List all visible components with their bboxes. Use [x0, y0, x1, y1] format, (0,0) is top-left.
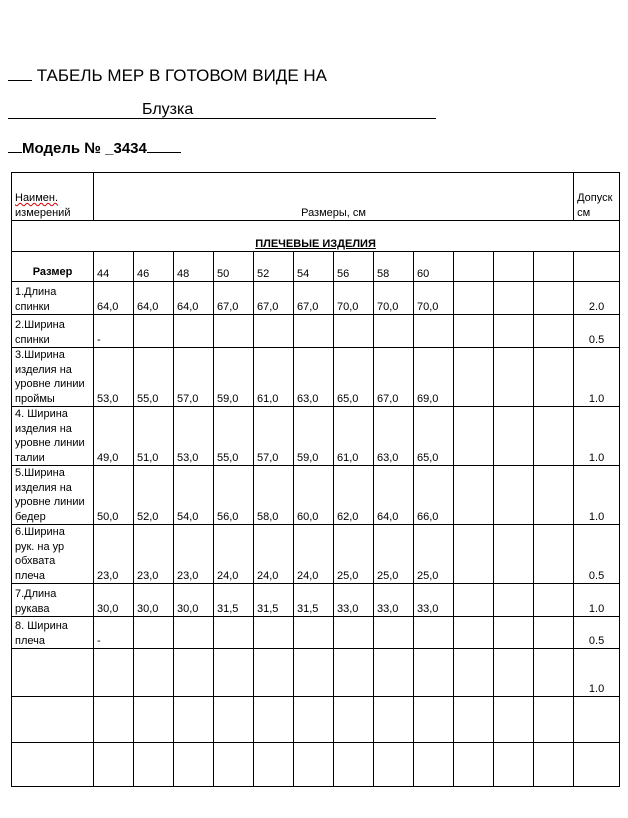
measure-value-cell — [454, 743, 494, 787]
model-line — [8, 137, 181, 157]
measure-value-cell — [414, 315, 454, 348]
doc-title-text: ТАБЕЛЬ МЕР В ГОТОВОМ ВИДЕ НА — [36, 66, 327, 85]
measure-value-cell — [534, 282, 574, 315]
measure-name-cell — [12, 466, 94, 525]
tolerance-cell — [574, 743, 620, 787]
measure-value-cell — [494, 407, 534, 466]
measure-value-cell — [454, 466, 494, 525]
measure-value-cell — [454, 649, 494, 697]
measure-value-cell — [454, 348, 494, 407]
measure-value-cell: 30,0 — [174, 584, 214, 617]
measure-value-cell: 33,0 — [374, 584, 414, 617]
size-label: Размер — [32, 265, 73, 278]
measure-value-cell: 53,0 — [94, 348, 134, 407]
measure-value-cell: 24,0 — [214, 525, 254, 584]
measure-name-line: 1.Длина — [15, 286, 57, 298]
measure-value-cell — [494, 584, 534, 617]
measure-value-cell — [454, 282, 494, 315]
measure-row — [12, 348, 620, 407]
measure-value-cell: 64,0 — [174, 282, 214, 315]
measure-value-cell — [334, 617, 374, 649]
measure-name-line: уровне линии — [15, 496, 85, 508]
measure-name-line: 4. Ширина — [15, 408, 68, 420]
measure-value-cell — [534, 743, 574, 787]
measure-value-cell — [534, 466, 574, 525]
measure-value-cell — [334, 649, 374, 697]
section-cell — [12, 221, 620, 252]
measure-name-cell — [12, 282, 94, 315]
header-tolerance-1: Допуск — [577, 192, 613, 204]
measure-value-cell — [294, 697, 334, 743]
measure-value-cell — [454, 617, 494, 649]
measure-name-cell — [12, 525, 94, 584]
measure-name-line: спинки — [15, 300, 50, 313]
measure-value-cell: 67,0 — [294, 282, 334, 315]
measure-value-cell — [334, 315, 374, 348]
size-cell: 58 — [374, 252, 414, 282]
measure-name-line: рук. на ур — [15, 540, 65, 553]
measure-value-cell: 52,0 — [134, 466, 174, 525]
garment-name: Блузка — [142, 101, 194, 118]
measure-value-cell: 61,0 — [334, 407, 374, 466]
model-number: Модель № _3434 — [22, 140, 147, 157]
measure-value-cell — [534, 348, 574, 407]
measure-name-line: изделия на — [15, 422, 72, 435]
measure-value-cell — [534, 697, 574, 743]
measure-row — [12, 649, 620, 697]
measure-value-cell — [134, 697, 174, 743]
measure-value-cell — [174, 315, 214, 348]
header-sizes-cell — [94, 173, 574, 221]
measure-row — [12, 282, 620, 315]
measure-name-cell — [12, 649, 94, 697]
measure-name-line: 6.Ширина — [15, 526, 65, 538]
measure-name-cell — [12, 743, 94, 787]
measure-value-cell: 51,0 — [134, 407, 174, 466]
measure-value-cell — [494, 282, 534, 315]
measure-value-cell: 67,0 — [374, 348, 414, 407]
measure-value-cell — [254, 617, 294, 649]
measure-value-cell — [414, 697, 454, 743]
measure-value-cell — [534, 407, 574, 466]
size-cell: 56 — [334, 252, 374, 282]
measure-value-cell: 23,0 — [174, 525, 214, 584]
measure-value-cell — [494, 697, 534, 743]
size-row — [12, 252, 620, 282]
measure-name-cell — [12, 348, 94, 407]
measure-value-cell — [214, 617, 254, 649]
measure-value-cell — [494, 315, 534, 348]
measure-value-cell — [494, 466, 534, 525]
measure-value-cell — [134, 649, 174, 697]
measure-value-cell: 57,0 — [174, 348, 214, 407]
measure-value-cell: - — [94, 617, 134, 649]
measure-value-cell — [254, 697, 294, 743]
measure-value-cell: 24,0 — [254, 525, 294, 584]
measure-value-cell: 49,0 — [94, 407, 134, 466]
measure-value-cell: 60,0 — [294, 466, 334, 525]
measure-value-cell: 58,0 — [254, 466, 294, 525]
measure-value-cell — [374, 617, 414, 649]
measure-name-line: спинки — [15, 333, 50, 346]
tolerance-cell: 1.0 — [574, 649, 620, 697]
measure-value-cell — [374, 743, 414, 787]
measure-value-cell: 57,0 — [254, 407, 294, 466]
measure-name-cell — [12, 584, 94, 617]
header-tolerance-cell — [574, 173, 620, 221]
measure-value-cell — [254, 649, 294, 697]
measure-value-cell — [374, 315, 414, 348]
measure-name-line: плеча — [15, 634, 45, 647]
measure-value-cell — [414, 743, 454, 787]
measure-value-cell: 67,0 — [254, 282, 294, 315]
measure-value-cell — [534, 584, 574, 617]
measure-name-line: изделия на — [15, 363, 72, 376]
measure-value-cell: 69,0 — [414, 348, 454, 407]
header-name-cell — [12, 173, 94, 221]
measure-value-cell: 25,0 — [414, 525, 454, 584]
measure-value-cell: 25,0 — [374, 525, 414, 584]
measure-row — [12, 466, 620, 525]
measure-value-cell — [174, 649, 214, 697]
measure-value-cell — [454, 315, 494, 348]
measure-value-cell: 31,5 — [254, 584, 294, 617]
measure-name-cell — [12, 617, 94, 649]
tolerance-cell: 0.5 — [574, 525, 620, 584]
section-row — [12, 221, 620, 252]
measure-value-cell: 61,0 — [254, 348, 294, 407]
garment-line — [8, 100, 436, 119]
measure-value-cell — [374, 697, 414, 743]
tolerance-cell: 0.5 — [574, 617, 620, 649]
header-tolerance-2: см — [577, 206, 591, 219]
measure-value-cell: 59,0 — [214, 348, 254, 407]
measure-value-cell: 67,0 — [214, 282, 254, 315]
measure-name-cell — [12, 315, 94, 348]
measure-value-cell — [214, 697, 254, 743]
measure-value-cell: 64,0 — [374, 466, 414, 525]
doc-title — [8, 63, 327, 86]
tolerance-cell: 0.5 — [574, 315, 620, 348]
measure-name-line: талии — [15, 451, 45, 464]
measure-value-cell: 53,0 — [174, 407, 214, 466]
tolerance-cell: 1.0 — [574, 348, 620, 407]
measure-row — [12, 407, 620, 466]
size-cell: 52 — [254, 252, 294, 282]
measure-name-line: 5.Ширина — [15, 467, 65, 479]
measure-value-cell — [94, 649, 134, 697]
measure-value-cell: - — [94, 315, 134, 348]
measure-value-cell — [254, 315, 294, 348]
tolerance-cell: 2.0 — [574, 282, 620, 315]
measure-value-cell — [94, 697, 134, 743]
measure-value-cell: 63,0 — [294, 348, 334, 407]
measure-name-line: проймы — [15, 392, 55, 405]
measure-value-cell: 50,0 — [94, 466, 134, 525]
measure-value-cell: 30,0 — [94, 584, 134, 617]
measure-value-cell: 24,0 — [294, 525, 334, 584]
measure-value-cell: 59,0 — [294, 407, 334, 466]
measure-value-cell: 70,0 — [374, 282, 414, 315]
header-sizes: Размеры, см — [301, 206, 366, 219]
measure-value-cell — [94, 743, 134, 787]
measure-name-cell — [12, 697, 94, 743]
measure-value-cell — [294, 617, 334, 649]
measure-value-cell — [494, 348, 534, 407]
measure-name-line: плеча — [15, 569, 45, 582]
measure-value-cell — [334, 697, 374, 743]
measure-value-cell — [494, 743, 534, 787]
measure-value-cell: 63,0 — [374, 407, 414, 466]
size-cell: 54 — [294, 252, 334, 282]
measure-value-cell — [174, 617, 214, 649]
measure-value-cell — [134, 617, 174, 649]
size-label-cell — [12, 252, 94, 282]
measure-name-line: бедер — [15, 510, 46, 523]
measure-value-cell: 23,0 — [94, 525, 134, 584]
measure-value-cell — [494, 617, 534, 649]
measure-value-cell — [174, 743, 214, 787]
measure-value-cell: 23,0 — [134, 525, 174, 584]
measure-value-cell — [534, 617, 574, 649]
measure-value-cell — [294, 743, 334, 787]
measure-value-cell — [254, 743, 294, 787]
measure-row — [12, 743, 620, 787]
measure-value-cell — [414, 649, 454, 697]
measure-value-cell: 25,0 — [334, 525, 374, 584]
measure-row — [12, 315, 620, 348]
measure-value-cell: 55,0 — [214, 407, 254, 466]
measure-value-cell: 64,0 — [94, 282, 134, 315]
measure-value-cell — [534, 315, 574, 348]
size-cell — [454, 252, 494, 282]
measure-name-line: 3.Ширина — [15, 349, 65, 361]
tolerance-cell: 1.0 — [574, 584, 620, 617]
measure-row — [12, 584, 620, 617]
measure-value-cell: 33,0 — [414, 584, 454, 617]
size-cell: 48 — [174, 252, 214, 282]
measure-value-cell: 30,0 — [134, 584, 174, 617]
header-row — [12, 173, 620, 221]
measure-row — [12, 697, 620, 743]
measure-value-cell — [214, 743, 254, 787]
measure-value-cell: 64,0 — [134, 282, 174, 315]
measure-value-cell — [294, 649, 334, 697]
size-cell: 60 — [414, 252, 454, 282]
measure-value-cell: 31,5 — [294, 584, 334, 617]
measure-value-cell: 54,0 — [174, 466, 214, 525]
measure-name-line: уровне линии — [15, 378, 85, 390]
measure-value-cell — [454, 584, 494, 617]
measure-value-cell — [454, 525, 494, 584]
measure-value-cell — [134, 315, 174, 348]
measure-name-line: обхвата — [15, 555, 56, 567]
tolerance-cell: 1.0 — [574, 407, 620, 466]
measure-value-cell — [494, 525, 534, 584]
measure-value-cell — [214, 315, 254, 348]
measure-name-line: уровне линии — [15, 437, 85, 449]
header-name-2: измерений — [15, 206, 71, 219]
measure-value-cell — [534, 525, 574, 584]
measure-value-cell: 56,0 — [214, 466, 254, 525]
size-cell — [534, 252, 574, 282]
measure-name-line: 2.Ширина — [15, 319, 65, 331]
measure-value-cell — [454, 407, 494, 466]
measure-value-cell — [374, 649, 414, 697]
measure-value-cell — [454, 697, 494, 743]
section-title: ПЛЕЧЕВЫЕ ИЗДЕЛИЯ — [255, 237, 376, 250]
measure-value-cell — [534, 649, 574, 697]
measure-value-cell: 65,0 — [334, 348, 374, 407]
size-cell: 46 — [134, 252, 174, 282]
measure-name-line: 8. Ширина — [15, 620, 68, 632]
header-name-1: Наимен. — [15, 192, 59, 204]
size-cell: 50 — [214, 252, 254, 282]
measurement-table — [11, 172, 620, 787]
measure-row — [12, 525, 620, 584]
measure-value-cell: 55,0 — [134, 348, 174, 407]
measure-value-cell — [134, 743, 174, 787]
size-cell: 44 — [94, 252, 134, 282]
measure-name-line: 7.Длина — [15, 588, 57, 600]
measure-value-cell — [334, 743, 374, 787]
measure-value-cell — [214, 649, 254, 697]
measure-name-line: рукава — [15, 602, 50, 615]
measure-value-cell: 62,0 — [334, 466, 374, 525]
measure-value-cell: 70,0 — [414, 282, 454, 315]
measure-value-cell: 66,0 — [414, 466, 454, 525]
measure-name-line: изделия на — [15, 481, 72, 494]
tolerance-cell — [574, 697, 620, 743]
measure-value-cell — [494, 649, 534, 697]
measure-value-cell: 31,5 — [214, 584, 254, 617]
measure-value-cell — [174, 697, 214, 743]
measure-value-cell — [294, 315, 334, 348]
measure-value-cell: 70,0 — [334, 282, 374, 315]
size-tolerance-cell — [574, 252, 620, 282]
measure-value-cell: 65,0 — [414, 407, 454, 466]
measure-value-cell: 33,0 — [334, 584, 374, 617]
tolerance-cell: 1.0 — [574, 466, 620, 525]
measure-name-cell — [12, 407, 94, 466]
measure-value-cell — [414, 617, 454, 649]
measure-row — [12, 617, 620, 649]
size-cell — [494, 252, 534, 282]
